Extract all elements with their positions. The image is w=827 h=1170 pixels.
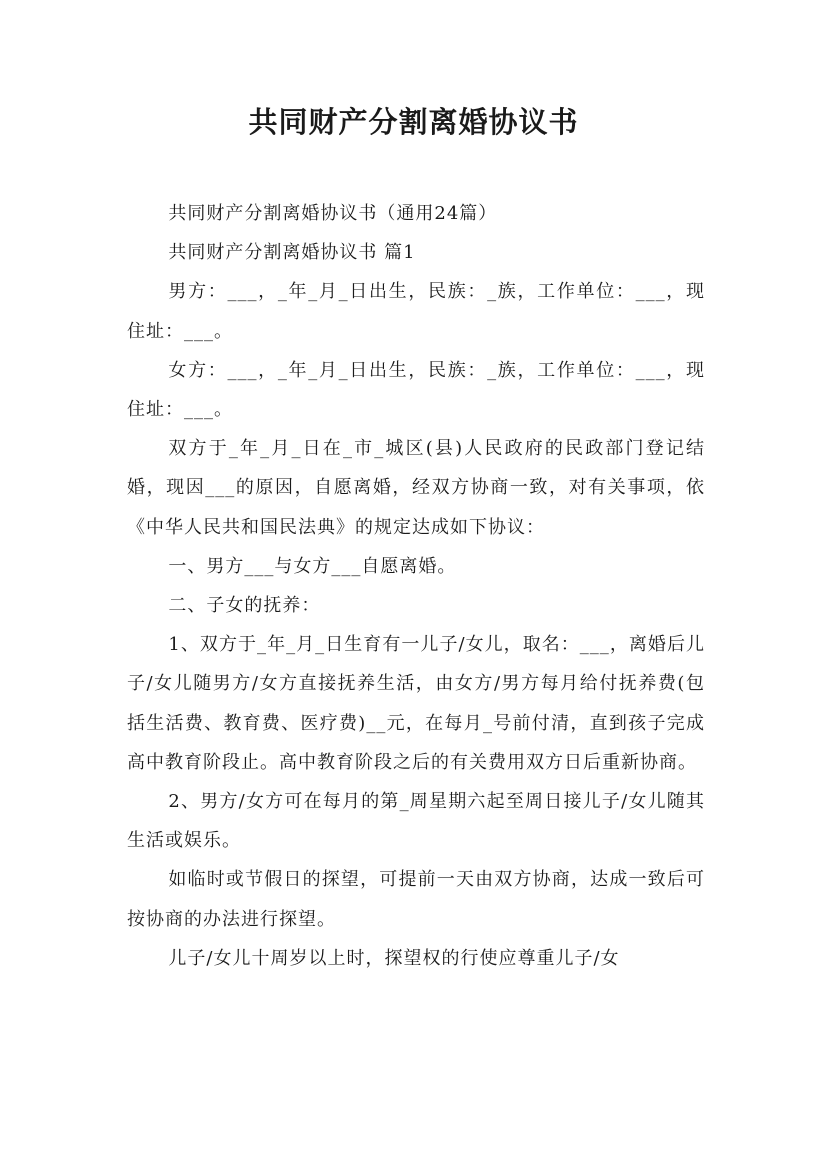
paragraph-preamble: 双方于_年_月_日在_市_城区(县)人民政府的民政部门登记结婚，现因___的原因，自愿离婚，经双方协商一致，对有关事项，依《中华人民共和国民法典》的规定达成如下协议： [127, 438, 705, 538]
paragraph-subtitle: 共同财产分割离婚协议书（通用24篇） [168, 203, 498, 224]
paragraph-female-party: 女方：___，_年_月_日出生，民族：_族，工作单位：___，现住址：___。 [127, 359, 705, 421]
paragraph-clause-2-item-1: 1、双方于_年_月_日生育有一儿子/女儿，取名：___，离婚后儿子/女儿随男方/女方直接抚养生活，由女方/男方每月给付抚养费(包括生活费、教育费、医疗费)__元，在每月_号前付清，直到孩子完成高中教育阶段止。高中教育阶段之后的有关费用双方日后重新协商。 [127, 634, 705, 773]
paragraph-clause-2-item-2: 2、男方/女方可在每月的第_周星期六起至周日接儿子/女儿随其生活或娱乐。 [127, 791, 705, 852]
paragraph-clause-1: 一、男方___与女方___自愿离婚。 [168, 555, 457, 577]
document-body [127, 194, 705, 978]
paragraph-male-party: 男方：___，_年_月_日出生，民族：_族，工作单位：___，现住址：___。 [127, 281, 705, 342]
document-title: 共同财产分割离婚协议书 [248, 105, 579, 139]
paragraph-clause-2-heading: 二、子女的抚养： [168, 595, 321, 617]
paragraph-visitation-rights: 儿子/女儿十周岁以上时，探望权的行使应尊重儿子/女 [168, 947, 620, 969]
paragraph-temporary-visit: 如临时或节假日的探望，可提前一天由双方协商，达成一致后可按协商的办法进行探望。 [127, 869, 705, 930]
paragraph-section-heading: 共同财产分割离婚协议书 篇1 [168, 242, 416, 264]
